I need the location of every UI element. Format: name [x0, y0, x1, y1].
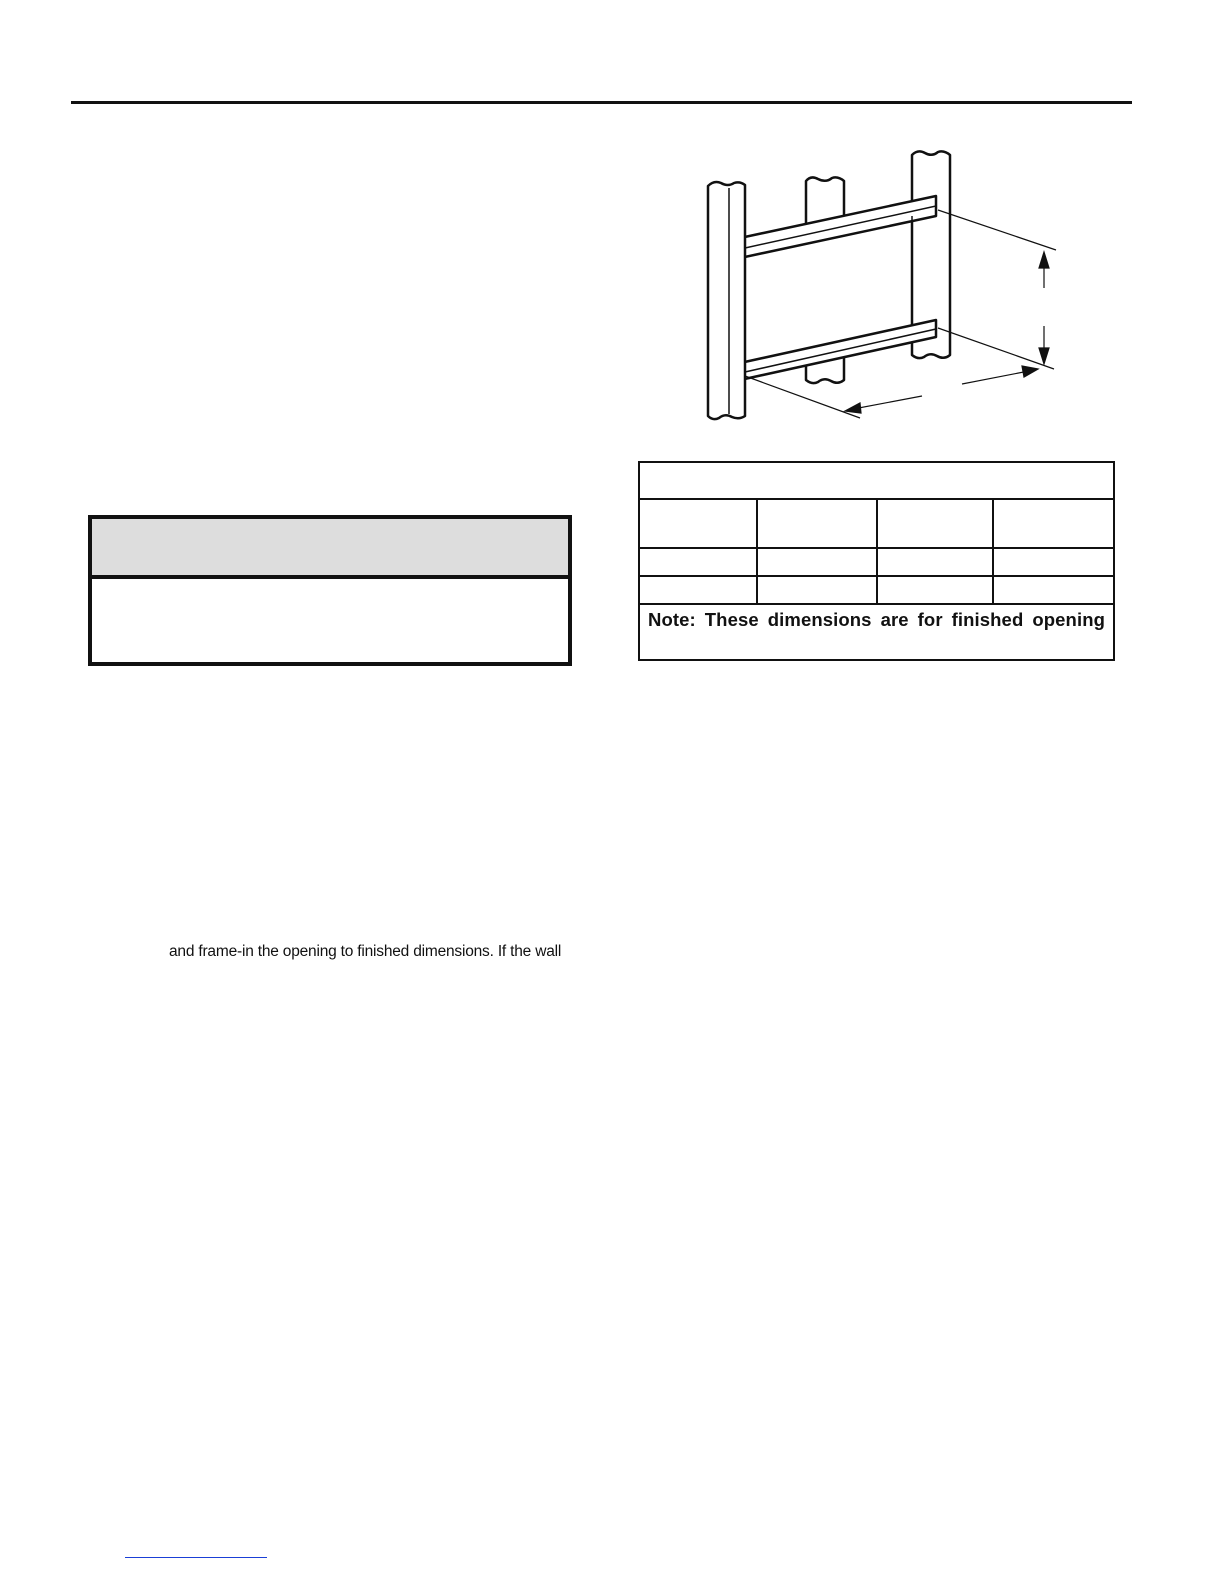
table-cell — [757, 576, 877, 604]
table-note: Note: These dimensions are for finished opening — [639, 604, 1114, 660]
table-cell — [993, 576, 1114, 604]
header-rule — [71, 101, 1132, 104]
footer-link-underline[interactable] — [125, 1557, 267, 1558]
table-cell — [877, 576, 993, 604]
table-header-cell — [993, 499, 1114, 548]
table-cell — [639, 548, 757, 576]
table-cell — [757, 548, 877, 576]
table-note-row — [639, 604, 1114, 660]
table-cell — [993, 548, 1114, 576]
warning-box — [88, 515, 572, 666]
table-cell — [877, 548, 993, 576]
table-header-cell — [639, 499, 757, 548]
framed-opening-figure — [700, 148, 1060, 428]
warning-header — [92, 519, 568, 579]
table-title-cell — [639, 462, 1114, 499]
table-header-cell — [757, 499, 877, 548]
table-header-cell — [877, 499, 993, 548]
body-text-line: and frame-in the opening to finished dimensions. If the wall — [169, 943, 562, 960]
table-title-row — [639, 462, 1114, 499]
table-cell — [639, 576, 757, 604]
warning-body — [92, 579, 568, 662]
left-stud — [708, 182, 745, 419]
table-row — [639, 576, 1114, 604]
table-header-row — [639, 499, 1114, 548]
table-row — [639, 548, 1114, 576]
dimension-table — [638, 461, 1115, 661]
